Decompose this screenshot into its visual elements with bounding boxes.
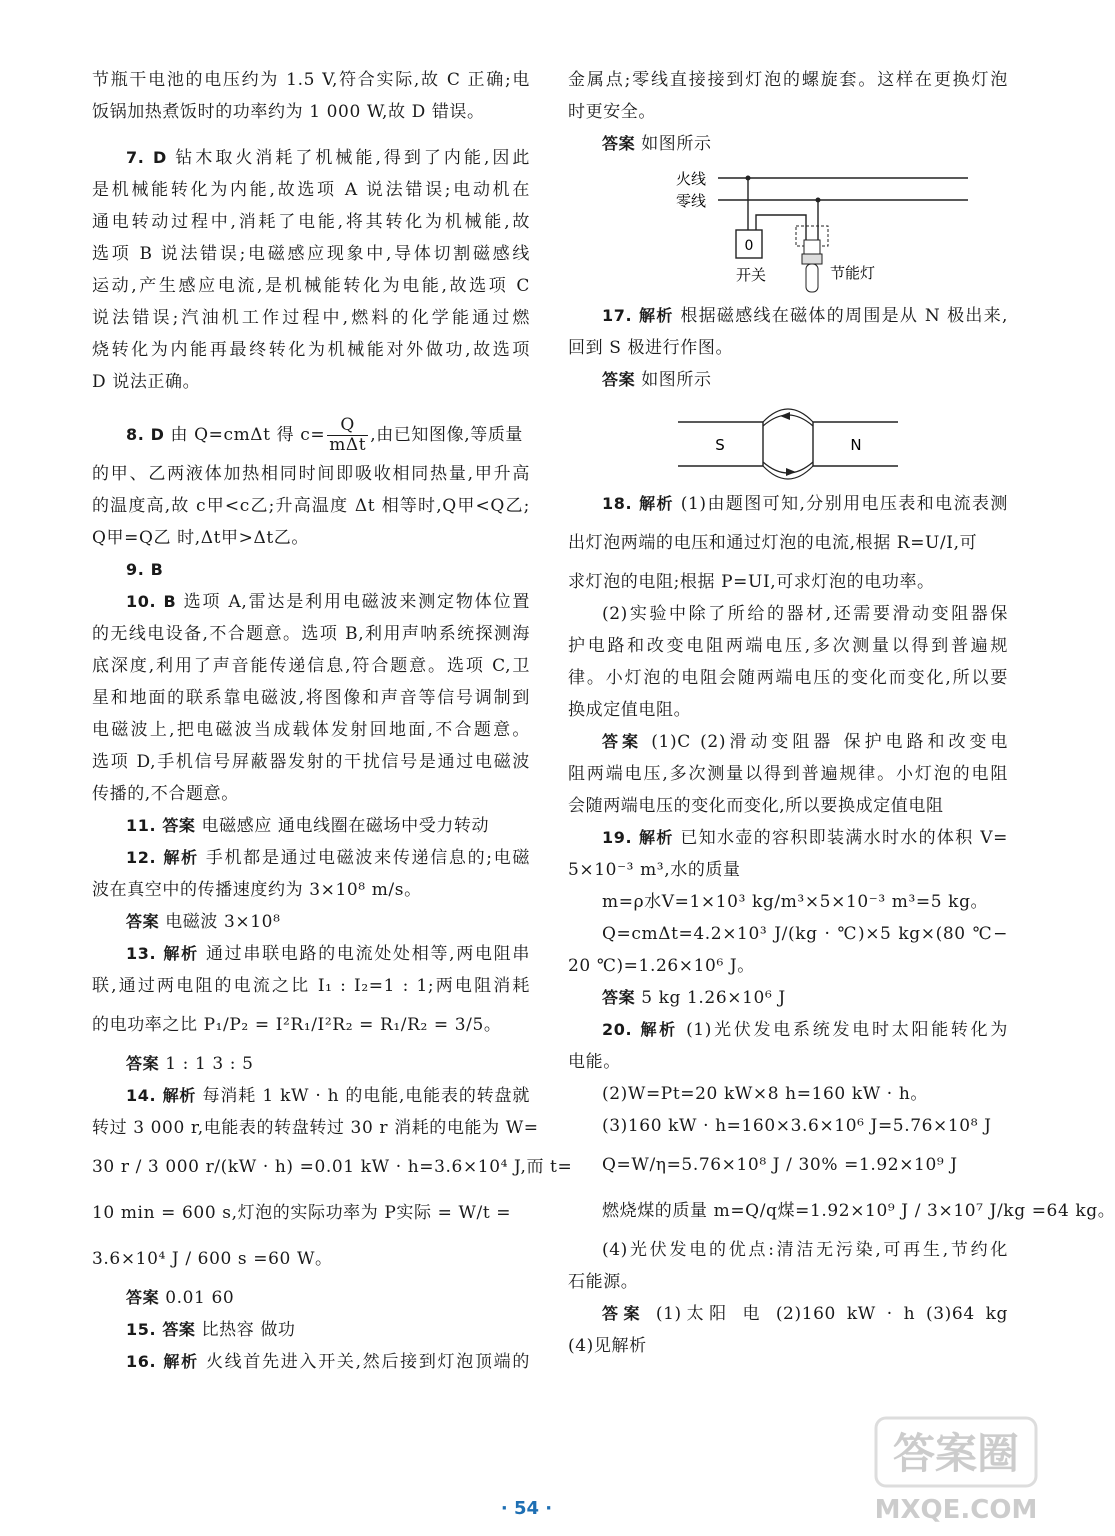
line-text: 运动,产生感应电流,是机械能转化为电能,故选项 C (92, 276, 530, 296)
left-text-line (92, 1080, 530, 1112)
line-text: 通过串联电路的电流处处相等,两电阻串 (198, 944, 530, 964)
line-text: D 说法正确。 (92, 372, 201, 392)
line-text: 的甲、乙两液体加热相同时间即吸收相同热量,甲升高 (92, 464, 530, 484)
left-text-line (92, 96, 530, 128)
item-label: 答案 (126, 1288, 160, 1307)
watermark-logo (872, 1410, 1042, 1530)
left-text-line (92, 206, 530, 238)
line-text: 由 Q=cmΔt 得 c= (164, 425, 326, 445)
right-column (568, 64, 1115, 1362)
left-text-line (92, 522, 530, 554)
right-text-line (568, 64, 1008, 96)
item-label: 20. 解析 (602, 1020, 678, 1039)
line-text: 1 : 1 3 : 5 (159, 1054, 254, 1074)
item-label: 13. 解析 (126, 944, 199, 963)
line-text: 根据磁感线在磁体的周围是从 N 极出来, (673, 306, 1009, 326)
watermark-top: 答案圈 (892, 1429, 1020, 1478)
right-text-line (568, 1266, 1008, 1298)
line-text: 是机械能转化为内能,故选项 A 说法错误;电动机在 (92, 180, 530, 200)
left-text-line (92, 458, 530, 490)
line-text: 会随两端电压的变化而变化,所以要换成定值电阻 (568, 796, 944, 816)
right-text-line (568, 1078, 1008, 1110)
left-text-line (92, 714, 530, 746)
left-text-line (92, 554, 530, 586)
left-text-line (92, 334, 530, 366)
line-text: 比热容 做功 (195, 1320, 296, 1340)
line-text: 火线首先进入开关,然后接到灯泡顶端的 (198, 1352, 530, 1372)
left-text-line (92, 906, 530, 938)
right-text-line (568, 566, 1008, 598)
left-text-line (92, 142, 530, 174)
line-text: 20 ℃)=1.26×10⁶ J。 (568, 956, 755, 976)
left-text-line (92, 874, 530, 906)
right-text-line (568, 694, 1008, 726)
line-text: m=ρ水V=1×10³ kg/m³×5×10⁻³ m³=5 kg。 (602, 892, 989, 912)
right-text-line (568, 662, 1008, 694)
line-text: 通电转动过程中,消耗了电能,将其转化为机械能,故 (92, 212, 530, 232)
line-text: 电磁感应 通电线圈在磁场中受力转动 (195, 816, 490, 836)
line-text: 回到 S 极进行作图。 (568, 338, 734, 358)
line-text: 转过 3 000 r,电能表的转盘转过 30 r 消耗的电能为 W= (92, 1118, 539, 1138)
line-text: 护电路和改变电阻两端电压,多次测量以得到普遍规 (568, 636, 1008, 656)
item-label: 16. 解析 (126, 1352, 199, 1371)
line-text: (2)实验中除了所给的器材,还需要滑动变阻器保 (602, 604, 1008, 624)
item-label: 答案 (602, 988, 636, 1007)
line-text: 5×10⁻³ m³,水的质量 (568, 860, 741, 880)
line-text: 电能。 (568, 1052, 621, 1072)
line-text: 选项 B 说法错误;电磁感应现象中,导体切割磁感线 (92, 244, 530, 264)
left-text-line (92, 490, 530, 522)
left-text-line (92, 1314, 530, 1346)
item-label: 18. 解析 (602, 494, 674, 513)
left-text-line (92, 778, 530, 810)
line-text: 如图所示 (635, 134, 712, 154)
item-label: 答案 (126, 1054, 160, 1073)
right-text-line (568, 822, 1008, 854)
left-text-line (92, 938, 530, 970)
line-text: 0.01 60 (159, 1288, 235, 1308)
right-text-line (568, 300, 1008, 332)
line-text: (4)见解析 (568, 1336, 647, 1356)
line-text: 电磁波 3×10⁸ (159, 912, 281, 932)
right-text-line (568, 1188, 1115, 1234)
item-label: 答案 (602, 732, 642, 751)
left-text-line (92, 1144, 573, 1190)
line-text: 换成定值电阻。 (568, 700, 692, 720)
left-text-line (92, 366, 530, 398)
left-text-line (92, 1346, 530, 1378)
left-text-line (92, 398, 530, 412)
left-text-line (92, 618, 530, 650)
item-label: 10. B (126, 592, 177, 611)
right-text-line (568, 128, 1008, 160)
line-text: (1)C (2)滑动变阻器 保护电路和改变电 (641, 732, 1008, 752)
line-text: 钻木取火消耗了机械能,得到了内能,因此 (166, 148, 530, 168)
item-label: 17. 解析 (602, 306, 674, 325)
left-text-line (92, 270, 530, 302)
item-label: 9. B (126, 560, 164, 579)
left-text-line (92, 842, 530, 874)
item-label: 12. 解析 (126, 848, 199, 867)
left-text-line (92, 682, 530, 714)
line-text: 选项 D,手机信号屏蔽器发射的干扰信号是通过电磁波 (92, 752, 530, 772)
left-text-line (92, 586, 530, 618)
item-label: 19. 解析 (602, 828, 674, 847)
line-text: 节瓶干电池的电压约为 1.5 V,符合实际,故 C 正确;电 (92, 70, 530, 90)
right-text-line (568, 886, 1008, 918)
line-text: 律。小灯泡的电阻会随两端电压的变化而变化,所以要 (568, 668, 1008, 688)
line-text: 电磁波上,把电磁波当成载体发射回地面,不合题意。 (92, 720, 530, 740)
left-text-line (92, 174, 530, 206)
lamp-label: 节能灯 (830, 264, 876, 282)
line-text: 10 min = 600 s,灯泡的实际功率为 P实际 = W/t = (92, 1203, 512, 1223)
item-label: 14. 解析 (126, 1086, 197, 1105)
line-text: 5 kg 1.26×10⁶ J (635, 988, 786, 1008)
north-pole-label: N (850, 436, 862, 454)
right-text-line (568, 520, 1008, 566)
magnet-field-diagram (568, 396, 1008, 488)
left-text-line (92, 1002, 530, 1048)
right-text-line (568, 854, 1008, 886)
line-text: (1)太阳 电 (2)160 kW · h (3)64 kg (644, 1304, 1008, 1324)
right-text-line (568, 488, 1008, 520)
line-text: 烧转化为内能再最终转化为机械能对外做功,故选项 (92, 340, 530, 360)
right-text-line (568, 1298, 1008, 1330)
line-text: 石能源。 (568, 1272, 639, 1292)
line-text: 的温度高,故 c甲<c乙;升高温度 Δt 相等时,Q甲<Q乙; (92, 496, 530, 516)
right-text-line (568, 726, 1008, 758)
left-text-line (92, 1236, 530, 1282)
line-text: 已知水壶的容积即装满水时水的体积 V= (673, 828, 1009, 848)
left-text-line (92, 64, 530, 96)
line-text: Q甲=Q乙 时,Δt甲>Δt乙。 (92, 528, 309, 548)
neutral-wire-label: 零线 (676, 192, 707, 210)
left-text-line (92, 1282, 530, 1314)
item-label: 15. 答案 (126, 1320, 196, 1339)
circuit-diagram (568, 160, 1008, 300)
left-text-line (92, 650, 530, 682)
live-wire-label: 火线 (676, 170, 707, 188)
left-text-line (92, 128, 530, 142)
right-text-line (568, 1110, 1008, 1142)
line-text: 手机都是通过电磁波来传递信息的;电磁 (198, 848, 531, 868)
line-text: 星和地面的联系靠电磁波,将图像和声音等信号调制到 (92, 688, 530, 708)
line-text: 说法错误;汽油机工作过程中,燃料的化学能通过燃 (92, 308, 530, 328)
left-text-line (92, 412, 530, 458)
left-column (92, 64, 573, 1378)
line-text: 每消耗 1 kW · h 的电能,电能表的转盘就 (196, 1086, 530, 1106)
line-text: 如图所示 (635, 370, 712, 390)
right-text-line (568, 918, 1008, 950)
item-label: 答案 (602, 134, 636, 153)
south-pole-label: S (715, 436, 725, 454)
line-text: 的无线电设备,不合题意。选项 B,利用声呐系统探测海 (92, 624, 530, 644)
line-text: 饭锅加热煮饭时的功率约为 1 000 W,故 D 错误。 (92, 102, 485, 122)
line-text: 选项 A,雷达是利用电磁波来测定物体位置 (176, 592, 531, 612)
right-text-line (568, 598, 1008, 630)
item-label: 7. D (126, 148, 167, 167)
right-text-line (568, 790, 1008, 822)
left-text-line (92, 1048, 530, 1080)
line-text: 金属点;零线直接接到灯泡的螺旋套。这样在更换灯泡 (568, 70, 1008, 90)
item-label: 答案 (126, 912, 160, 931)
right-text-line (568, 1330, 1008, 1362)
item-label: 8. D (126, 425, 165, 444)
line-text: 出灯泡两端的电压和通过灯泡的电流,根据 R=U/I,可 (568, 533, 978, 553)
line-text: (1)由题图可知,分别用电压表和电流表测 (673, 494, 1008, 514)
line-text: (2)W=Pt=20 kW×8 h=160 kW · h。 (602, 1084, 928, 1104)
page-number: · 54 · (500, 1498, 553, 1519)
item-label: 11. 答案 (126, 816, 196, 835)
watermark-bottom: MXQE.COM (874, 1495, 1038, 1525)
right-text-line (568, 96, 1008, 128)
right-text-line (568, 332, 1008, 364)
right-text-line (568, 1142, 1008, 1188)
left-text-line (92, 1112, 539, 1144)
left-text-line (92, 238, 530, 270)
line-text: Q=W/η=5.76×10⁸ J / 30% =1.92×10⁹ J (602, 1155, 958, 1175)
switch-label: 开关 (736, 266, 767, 284)
left-text-line (92, 810, 530, 842)
line-text: 传播的,不合题意。 (92, 784, 239, 804)
left-text-line (92, 746, 530, 778)
line-text: 联,通过两电阻的电流之比 I₁ : I₂=1 : 1;两电阻消耗 (92, 976, 530, 996)
line-text: 的电功率之比 P₁/P₂ = I²R₁/I²R₂ = R₁/R₂ = 3/5。 (92, 1015, 502, 1035)
line-text: 3.6×10⁴ J / 600 s =60 W。 (92, 1249, 333, 1269)
left-text-line (92, 1190, 530, 1236)
line-text: 30 r / 3 000 r/(kW · h) =0.01 kW · h=3.6×10⁴ J,而 t= (92, 1157, 573, 1177)
right-text-line (568, 1234, 1008, 1266)
line-text: 阻两端电压,多次测量以得到普遍规律。小灯泡的电阻 (568, 764, 1008, 784)
line-text: 时更安全。 (568, 102, 656, 122)
line-text: 底深度,利用了声音能传递信息,符合题意。选项 C,卫 (92, 656, 530, 676)
item-label: 答案 (602, 370, 636, 389)
line-text: 波在真空中的传播速度约为 3×10⁸ m/s。 (92, 880, 422, 900)
line-text: (3)160 kW · h=160×3.6×10⁶ J=5.76×10⁸ J (602, 1116, 992, 1136)
right-text-line (568, 364, 1008, 396)
svg-text:0: 0 (744, 238, 754, 254)
line-text: ,由已知图像,等质量 (370, 425, 524, 445)
right-text-line (568, 1014, 1008, 1046)
right-text-line (568, 1046, 1008, 1078)
fraction: $\frac{Q}{\text{mΔt}}$ (329, 415, 367, 455)
right-text-line (568, 982, 1008, 1014)
line-text: Q=cmΔt=4.2×10³ J/(kg · ℃)×5 kg×(80 ℃− (602, 924, 1008, 944)
right-text-line (568, 758, 1008, 790)
line-text: 燃烧煤的质量 m=Q/q煤=1.92×10⁹ J / 3×10⁷ J/kg =64 kg。 (602, 1201, 1115, 1221)
right-text-line (568, 950, 1008, 982)
line-text: (1)光伏发电系统发电时太阳能转化为 (677, 1020, 1009, 1040)
line-text: (4)光伏发电的优点:清洁无污染,可再生,节约化 (602, 1240, 1008, 1260)
left-text-line (92, 970, 530, 1002)
item-label: 答案 (602, 1304, 645, 1323)
right-text-line (568, 630, 1008, 662)
left-text-line (92, 302, 530, 334)
line-text: 求灯泡的电阻;根据 P=UI,可求灯泡的电功率。 (568, 572, 935, 592)
